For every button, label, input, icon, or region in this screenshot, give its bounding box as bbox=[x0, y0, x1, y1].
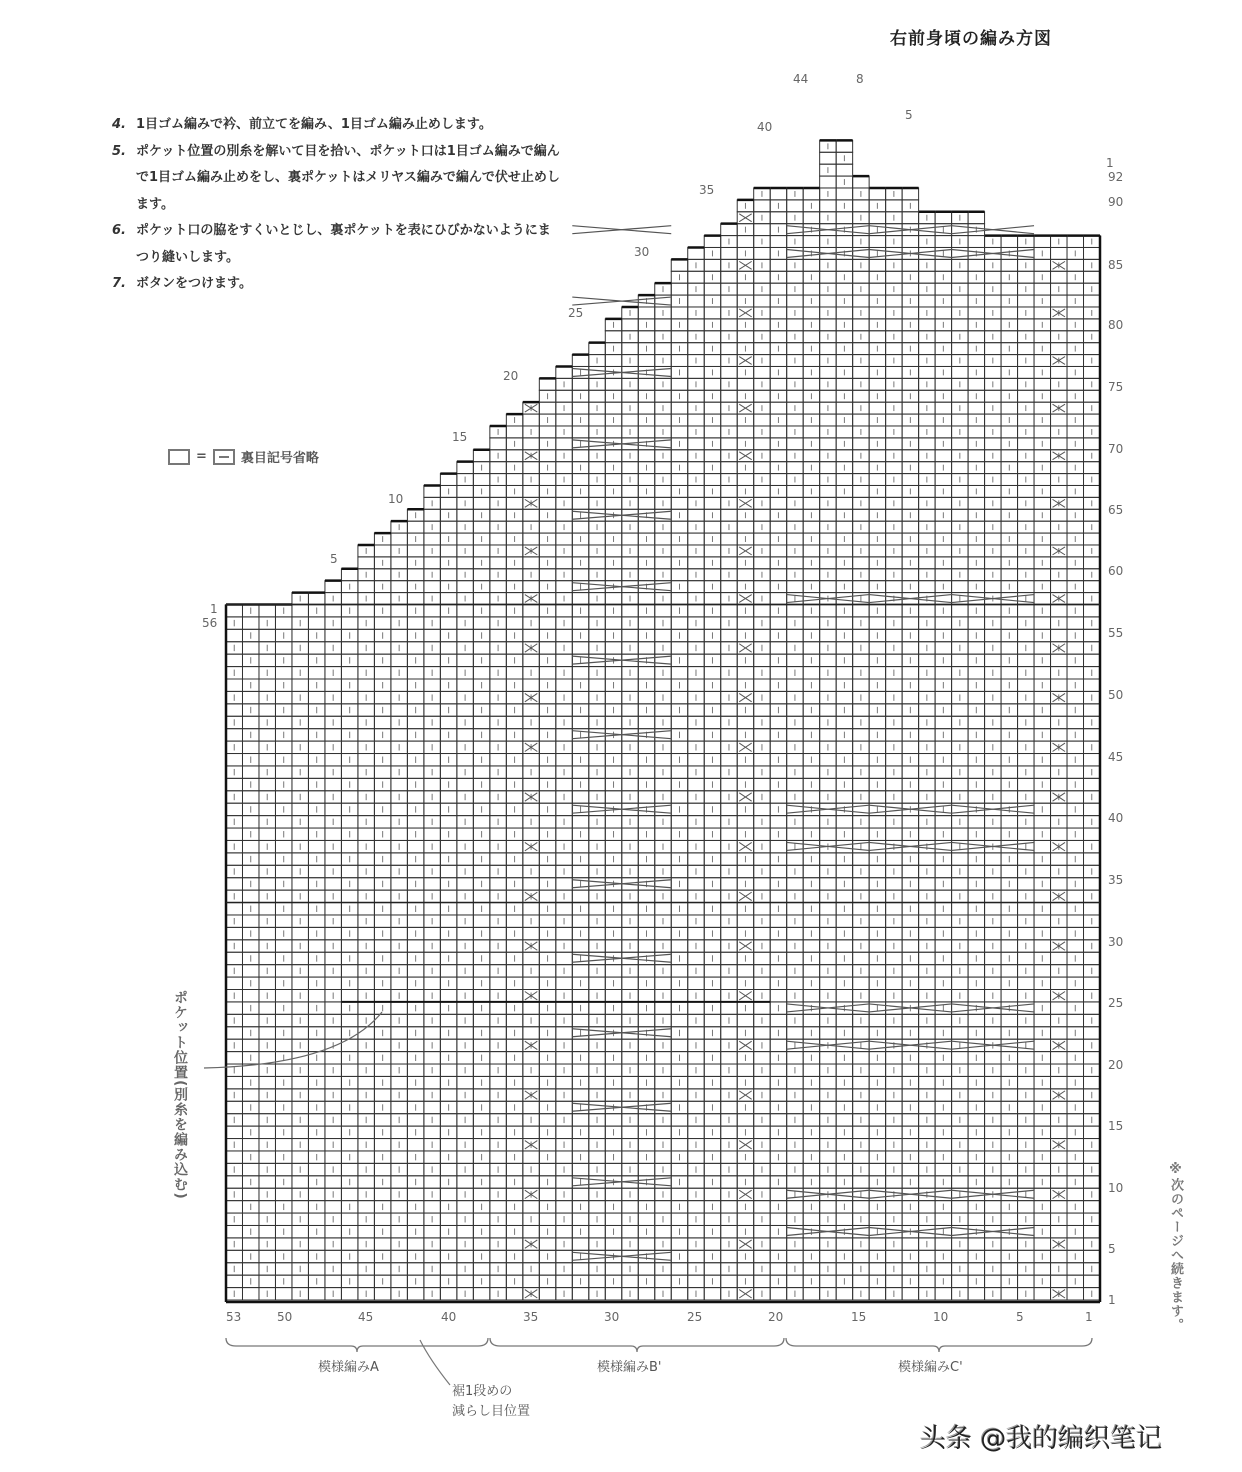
column-number-label: 20 bbox=[768, 1310, 784, 1324]
step-6: 6. ポケット口の脇をすくいとじし、裏ポケットを表にひびかないようにまつり縫いします。 bbox=[112, 223, 551, 265]
neck-row-label: 25 bbox=[568, 306, 584, 320]
row-number-label: 65 bbox=[1108, 503, 1124, 517]
step-5: 5. ポケット位置の別糸を解いて目を拾い、ポケット口は1目ゴム編みで編んで1目ゴム編み止めをし、裏ポケットはメリヤス編みで編んで伏せ止めします。 bbox=[112, 143, 560, 212]
neck-row-label: 30 bbox=[634, 245, 650, 259]
column-number-label: 30 bbox=[604, 1310, 620, 1324]
chart-title: 右前身頃の編み方図 bbox=[890, 29, 1052, 49]
neck-row-label: 10 bbox=[388, 492, 404, 506]
column-number-label: 50 bbox=[277, 1310, 293, 1324]
continue-note: ※次のページへ続きます。 bbox=[1168, 1162, 1183, 1332]
pattern-section-label: 模様編みC' bbox=[898, 1360, 963, 1375]
pocket-position-label: ポケット位置(別糸を編み込む) bbox=[172, 990, 188, 1200]
column-number-label: 45 bbox=[358, 1310, 374, 1324]
neck-row-label: 8 bbox=[856, 72, 864, 86]
column-number-label: 10 bbox=[933, 1310, 949, 1324]
row-number-label: 40 bbox=[1108, 811, 1124, 825]
column-number-label: 53 bbox=[226, 1310, 242, 1324]
row-number-label: 92 bbox=[1108, 170, 1124, 184]
neck-row-label: 15 bbox=[452, 430, 468, 444]
neck-row-label: 1 bbox=[210, 602, 218, 616]
row-number-label: 20 bbox=[1108, 1058, 1124, 1072]
pattern-section-label: 模様編みB' bbox=[597, 1360, 662, 1375]
row-number-label: 60 bbox=[1108, 564, 1124, 578]
step-7: 7. ボタンをつけます。 bbox=[112, 276, 252, 291]
column-number-label: 35 bbox=[523, 1310, 539, 1324]
row-number-label: 50 bbox=[1108, 688, 1124, 702]
row-number-label: 5 bbox=[1108, 1242, 1116, 1256]
column-number-label: 25 bbox=[687, 1310, 703, 1324]
neck-row-label: 56 bbox=[202, 616, 218, 630]
step-4: 4. 1目ゴム編みで衿、前立てを編み、1目ゴム編み止めします。 bbox=[112, 117, 492, 132]
row-number-label: 90 bbox=[1108, 195, 1124, 209]
neck-row-label: 5 bbox=[905, 108, 913, 122]
neck-row-label: 35 bbox=[699, 183, 715, 197]
decrease-position-note: 裾1段めの 減らし目位置 bbox=[452, 1384, 531, 1419]
neck-row-label: 44 bbox=[793, 72, 809, 86]
row-number-label: 45 bbox=[1108, 750, 1124, 764]
column-number-label: 5 bbox=[1016, 1310, 1024, 1324]
row-number-label: 55 bbox=[1108, 626, 1124, 640]
row-number-label: 85 bbox=[1108, 258, 1124, 272]
row-number-label: 15 bbox=[1108, 1119, 1124, 1133]
neck-row-label: 40 bbox=[757, 120, 773, 134]
row-number-label: 75 bbox=[1108, 380, 1124, 394]
row-number-label: 25 bbox=[1108, 996, 1124, 1010]
pattern-section-label: 模様編みA bbox=[318, 1360, 379, 1375]
row-number-label: 70 bbox=[1108, 442, 1124, 456]
symbol-legend: = 裏目記号省略 bbox=[168, 447, 319, 466]
column-number-label: 1 bbox=[1085, 1310, 1093, 1324]
neck-row-label: 20 bbox=[503, 369, 519, 383]
neck-row-label: 1 bbox=[1106, 156, 1114, 170]
column-number-label: 40 bbox=[441, 1310, 457, 1324]
watermark: 头条 @我的编织笔记 bbox=[920, 1424, 1163, 1454]
row-number-label: 35 bbox=[1108, 873, 1124, 887]
column-number-label: 15 bbox=[851, 1310, 867, 1324]
row-number-label: 1 bbox=[1108, 1293, 1116, 1307]
row-number-label: 30 bbox=[1108, 935, 1124, 949]
row-number-label: 80 bbox=[1108, 318, 1124, 332]
row-number-label: 10 bbox=[1108, 1181, 1124, 1195]
neck-row-label: 5 bbox=[330, 552, 338, 566]
